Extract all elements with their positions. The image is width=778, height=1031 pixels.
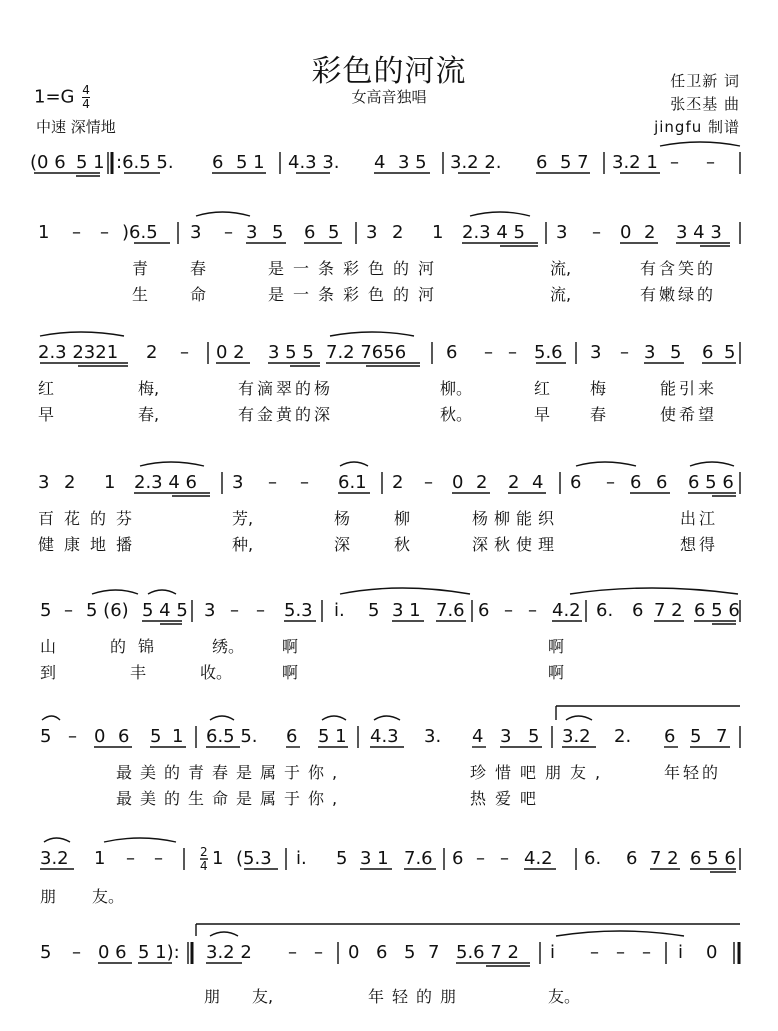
svg-text:1: 1	[104, 472, 116, 493]
svg-text:–: –	[424, 472, 433, 493]
lyric: 使希望	[660, 405, 718, 424]
lyric-line	[0, 786, 778, 812]
svg-text:–: –	[500, 848, 509, 869]
svg-text:5: 5	[272, 222, 284, 243]
svg-text:3: 3	[366, 222, 378, 243]
lyric-line	[0, 760, 778, 786]
svg-text:–: –	[72, 942, 81, 963]
svg-text:i: i	[550, 942, 556, 963]
svg-text:5 1):: 5 1):	[138, 942, 180, 963]
svg-text:4.3 3.: 4.3 3.	[288, 152, 340, 173]
svg-text:–: –	[642, 942, 651, 963]
score-row-1	[0, 140, 778, 190]
svg-text:5: 5	[670, 342, 682, 363]
svg-text:–: –	[620, 342, 629, 363]
svg-text:0: 0	[620, 222, 632, 243]
lyric: 朋	[204, 987, 221, 1006]
lyric: 春	[590, 405, 607, 424]
svg-text:5: 5	[724, 342, 736, 363]
svg-text:3 4 3: 3 4 3	[676, 222, 722, 243]
svg-text:1: 1	[172, 726, 184, 747]
lyricist-credit: 任卫新 词	[670, 72, 740, 90]
svg-text:–: –	[504, 600, 513, 621]
lyric: 红	[38, 379, 55, 398]
svg-text:6: 6	[286, 726, 298, 747]
lyric: 的锦	[110, 637, 167, 656]
svg-text:7: 7	[428, 942, 440, 963]
lyric: 柳。	[440, 379, 473, 398]
svg-text:–: –	[64, 600, 73, 621]
lyric: 种,	[232, 535, 254, 554]
svg-text:4.3: 4.3	[370, 726, 399, 747]
svg-text:(0 6: (0 6	[30, 152, 66, 173]
svg-text:7 2: 7 2	[650, 848, 679, 869]
lyric: 友。	[92, 887, 125, 906]
lyric: 啊	[282, 637, 299, 656]
svg-text:5 1: 5 1	[236, 152, 265, 173]
score-row-8-notation	[0, 930, 778, 974]
svg-text:4: 4	[472, 726, 484, 747]
svg-text:0: 0	[706, 942, 718, 963]
svg-text:–: –	[154, 848, 163, 869]
svg-text:–: –	[670, 152, 679, 173]
svg-text:7.6: 7.6	[436, 600, 465, 621]
svg-text:–: –	[590, 942, 599, 963]
lyric: 最美的生命是属于你,	[116, 789, 346, 808]
time-bottom: 4	[82, 97, 90, 111]
lyric: 珍惜吧朋友,	[470, 763, 610, 782]
svg-text:6: 6	[212, 152, 224, 173]
lyric-line	[0, 376, 778, 402]
svg-text:5 (6): 5 (6)	[86, 600, 129, 621]
key-label: 1=G	[34, 86, 75, 108]
svg-text:–: –	[528, 600, 537, 621]
svg-text:6: 6	[478, 600, 490, 621]
score-row-5-notation	[0, 588, 778, 632]
svg-text:3 5 5: 3 5 5	[268, 342, 314, 363]
lyric: 健康地播	[38, 535, 143, 554]
lyric-line	[0, 884, 778, 910]
lyric: 年轻的朋	[368, 987, 465, 1006]
svg-text:5.6: 5.6	[534, 342, 563, 363]
lyric: 青	[132, 259, 149, 278]
svg-text:2.3 4 5: 2.3 4 5	[462, 222, 525, 243]
svg-text:i: i	[678, 942, 684, 963]
lyric-line	[0, 402, 778, 428]
lyric: 早	[38, 405, 55, 424]
key-signature	[34, 84, 90, 111]
svg-text:–: –	[126, 848, 135, 869]
lyric: 梅,	[138, 379, 160, 398]
lyric: 友。	[548, 987, 581, 1006]
svg-text:3: 3	[590, 342, 602, 363]
svg-text:1: 1	[212, 848, 224, 869]
lyric: 流,	[550, 285, 572, 304]
svg-text:–: –	[230, 600, 239, 621]
svg-text:–: –	[180, 342, 189, 363]
score-row-3-notation	[0, 330, 778, 374]
score-row-4	[0, 460, 778, 560]
svg-text:6 5 6: 6 5 6	[694, 600, 740, 621]
svg-text:)6.5: )6.5	[122, 222, 158, 243]
svg-text:–: –	[314, 942, 323, 963]
svg-text:5: 5	[336, 848, 348, 869]
svg-text:4: 4	[532, 472, 544, 493]
arranger-credit: jingfu 制谱	[654, 118, 740, 136]
song-subtitle: 女高音独唱	[351, 88, 427, 106]
svg-text:0 6: 0 6	[98, 942, 127, 963]
svg-text:6: 6	[664, 726, 676, 747]
score-row-5	[0, 588, 778, 688]
svg-text:0: 0	[348, 942, 360, 963]
svg-text:6: 6	[630, 472, 642, 493]
lyric: 秋。	[440, 405, 473, 424]
svg-text:7.6: 7.6	[404, 848, 433, 869]
svg-text:6: 6	[452, 848, 464, 869]
lyric: 杨	[334, 509, 351, 528]
svg-text:6: 6	[702, 342, 714, 363]
svg-text:5: 5	[40, 942, 52, 963]
lyric: 山	[40, 637, 57, 656]
lyric: 春	[190, 259, 207, 278]
svg-text:3.2 1: 3.2 1	[612, 152, 658, 173]
composer-credit: 张丕基 曲	[670, 95, 740, 113]
lyric-line	[0, 282, 778, 308]
lyric: 友,	[252, 987, 274, 1006]
lyric: 朋	[40, 887, 57, 906]
svg-text:–: –	[72, 222, 81, 243]
svg-text:6: 6	[118, 726, 130, 747]
lyric: 到	[40, 663, 57, 682]
svg-text:–: –	[606, 472, 615, 493]
time-signature	[82, 84, 90, 111]
svg-text:6: 6	[304, 222, 316, 243]
lyric: 芳,	[232, 509, 254, 528]
svg-text:3 5: 3 5	[398, 152, 427, 173]
lyric: 能引来	[660, 379, 718, 398]
svg-text:6: 6	[446, 342, 458, 363]
svg-text:2: 2	[476, 472, 488, 493]
svg-text:7.2 7656: 7.2 7656	[326, 342, 407, 363]
svg-text:3: 3	[232, 472, 244, 493]
time-top: 4	[82, 83, 90, 97]
svg-text:5: 5	[150, 726, 162, 747]
lyric-line	[0, 634, 778, 660]
svg-text:–: –	[508, 342, 517, 363]
lyric: 是一条彩色的河	[268, 285, 444, 304]
svg-text:5.6 7 2: 5.6 7 2	[456, 942, 519, 963]
svg-text:4.2: 4.2	[552, 600, 581, 621]
lyric: 有嫩绿的	[640, 285, 717, 304]
lyric: 是一条彩色的河	[268, 259, 444, 278]
lyric: 早	[534, 405, 551, 424]
score-row-2	[0, 210, 778, 310]
lyric: 丰	[130, 663, 147, 682]
lyric: 啊	[282, 663, 299, 682]
credits-block	[654, 70, 740, 139]
lyric: 热爱吧	[470, 789, 546, 808]
svg-text:–: –	[288, 942, 297, 963]
svg-text:3: 3	[500, 726, 512, 747]
lyric: 梅	[590, 379, 607, 398]
svg-text:3.: 3.	[424, 726, 442, 747]
lyric: 最美的青春是属于你,	[116, 763, 346, 782]
lyric-line	[0, 660, 778, 686]
svg-text:6: 6	[656, 472, 668, 493]
svg-text:–: –	[300, 472, 309, 493]
svg-text:5.3: 5.3	[284, 600, 313, 621]
svg-text:5: 5	[690, 726, 702, 747]
svg-text:4: 4	[200, 859, 208, 873]
svg-text:2: 2	[146, 342, 158, 363]
lyric: 流,	[550, 259, 572, 278]
svg-text:6.: 6.	[596, 600, 614, 621]
svg-text:3: 3	[556, 222, 568, 243]
svg-text:6.: 6.	[584, 848, 602, 869]
svg-text:5 1: 5 1	[318, 726, 347, 747]
svg-text:i.: i.	[296, 848, 307, 869]
svg-text:2: 2	[644, 222, 656, 243]
lyric: 有滴翠的杨	[238, 379, 334, 398]
svg-text:6: 6	[632, 600, 644, 621]
svg-text:–: –	[100, 222, 109, 243]
svg-text:5 7: 5 7	[560, 152, 589, 173]
lyric-line	[0, 984, 778, 1010]
score-row-4-notation	[0, 460, 778, 504]
lyric: 命	[190, 285, 207, 304]
svg-text:5 1: 5 1	[76, 152, 105, 173]
lyric-line	[0, 506, 778, 532]
svg-text:6.1: 6.1	[338, 472, 367, 493]
lyric-line	[0, 532, 778, 558]
svg-text:6 5 6: 6 5 6	[690, 848, 736, 869]
svg-text:3.2 2: 3.2 2	[206, 942, 252, 963]
score-row-2-notation	[0, 210, 778, 254]
svg-text:2.: 2.	[614, 726, 632, 747]
svg-text:5: 5	[528, 726, 540, 747]
svg-text:4: 4	[374, 152, 386, 173]
svg-text:5: 5	[40, 600, 52, 621]
svg-text:1: 1	[38, 222, 50, 243]
lyric: 啊	[548, 637, 565, 656]
svg-text:6: 6	[626, 848, 638, 869]
svg-text:–: –	[616, 942, 625, 963]
svg-text:3.2: 3.2	[40, 848, 69, 869]
svg-text:–: –	[476, 848, 485, 869]
lyric: 春,	[138, 405, 160, 424]
svg-text:–: –	[224, 222, 233, 243]
score-row-6	[0, 714, 778, 814]
svg-text:2.3 4 6: 2.3 4 6	[134, 472, 197, 493]
lyric: 收。	[200, 663, 233, 682]
lyric: 生	[132, 285, 149, 304]
svg-text:3: 3	[246, 222, 258, 243]
svg-text:7: 7	[716, 726, 728, 747]
svg-text:2: 2	[200, 845, 208, 859]
score-row-3	[0, 330, 778, 430]
svg-text:6: 6	[536, 152, 548, 173]
svg-text:i.: i.	[334, 600, 345, 621]
svg-text:7 2: 7 2	[654, 600, 683, 621]
svg-text:6: 6	[376, 942, 388, 963]
svg-text:1: 1	[432, 222, 444, 243]
lyric: 啊	[548, 663, 565, 682]
svg-text:5 4 5: 5 4 5	[142, 600, 188, 621]
svg-text:6 5 6: 6 5 6	[688, 472, 734, 493]
svg-text:2: 2	[392, 472, 404, 493]
score-row-8	[0, 930, 778, 1020]
svg-text:0 2: 0 2	[216, 342, 245, 363]
svg-text:0: 0	[94, 726, 106, 747]
score-row-7	[0, 836, 778, 916]
svg-text:5: 5	[40, 726, 52, 747]
svg-text:3 1: 3 1	[392, 600, 421, 621]
svg-text:3: 3	[204, 600, 216, 621]
svg-text:(5.3: (5.3	[236, 848, 272, 869]
svg-text:2.3 2321: 2.3 2321	[38, 342, 119, 363]
score-row-7-notation	[0, 836, 778, 880]
svg-text:1: 1	[94, 848, 106, 869]
svg-text:–: –	[268, 472, 277, 493]
svg-text:–: –	[256, 600, 265, 621]
svg-text:3 1: 3 1	[360, 848, 389, 869]
lyric: 想得	[680, 535, 719, 554]
lyric: 柳	[394, 509, 411, 528]
song-title: 彩色的河流	[311, 54, 467, 89]
svg-text:0: 0	[452, 472, 464, 493]
lyric: 秋	[394, 535, 411, 554]
lyric: 出江	[680, 509, 719, 528]
svg-text:2: 2	[392, 222, 404, 243]
lyric: 绣。	[212, 637, 245, 656]
svg-text:3.2: 3.2	[562, 726, 591, 747]
svg-text::6.5 5.: :6.5 5.	[116, 152, 174, 173]
lyric: 有含笑的	[640, 259, 717, 278]
svg-text:5: 5	[404, 942, 416, 963]
svg-text:6: 6	[570, 472, 582, 493]
tempo-marking: 中速 深情地	[36, 118, 116, 136]
svg-text:2: 2	[508, 472, 520, 493]
lyric: 有金黄的深	[238, 405, 334, 424]
lyric: 杨柳能织	[472, 509, 561, 528]
svg-text:–: –	[706, 152, 715, 173]
svg-text:–: –	[484, 342, 493, 363]
lyric: 百花的芬	[38, 509, 143, 528]
svg-text:3.2 2.: 3.2 2.	[450, 152, 502, 173]
svg-text:–: –	[592, 222, 601, 243]
svg-text:3: 3	[190, 222, 202, 243]
lyric: 深	[334, 535, 351, 554]
score-row-6-notation	[0, 714, 778, 758]
lyric: 红	[534, 379, 551, 398]
svg-text:–: –	[68, 726, 77, 747]
svg-text:3: 3	[38, 472, 50, 493]
svg-text:6.5 5.: 6.5 5.	[206, 726, 258, 747]
lyric-line	[0, 256, 778, 282]
lyric: 年轻的	[664, 763, 722, 782]
score-row-1-notation	[0, 140, 778, 190]
svg-text:2: 2	[64, 472, 76, 493]
svg-text:5: 5	[328, 222, 340, 243]
svg-text:5: 5	[368, 600, 380, 621]
lyric: 深秋使理	[472, 535, 561, 554]
svg-text:4.2: 4.2	[524, 848, 553, 869]
svg-text:3: 3	[644, 342, 656, 363]
